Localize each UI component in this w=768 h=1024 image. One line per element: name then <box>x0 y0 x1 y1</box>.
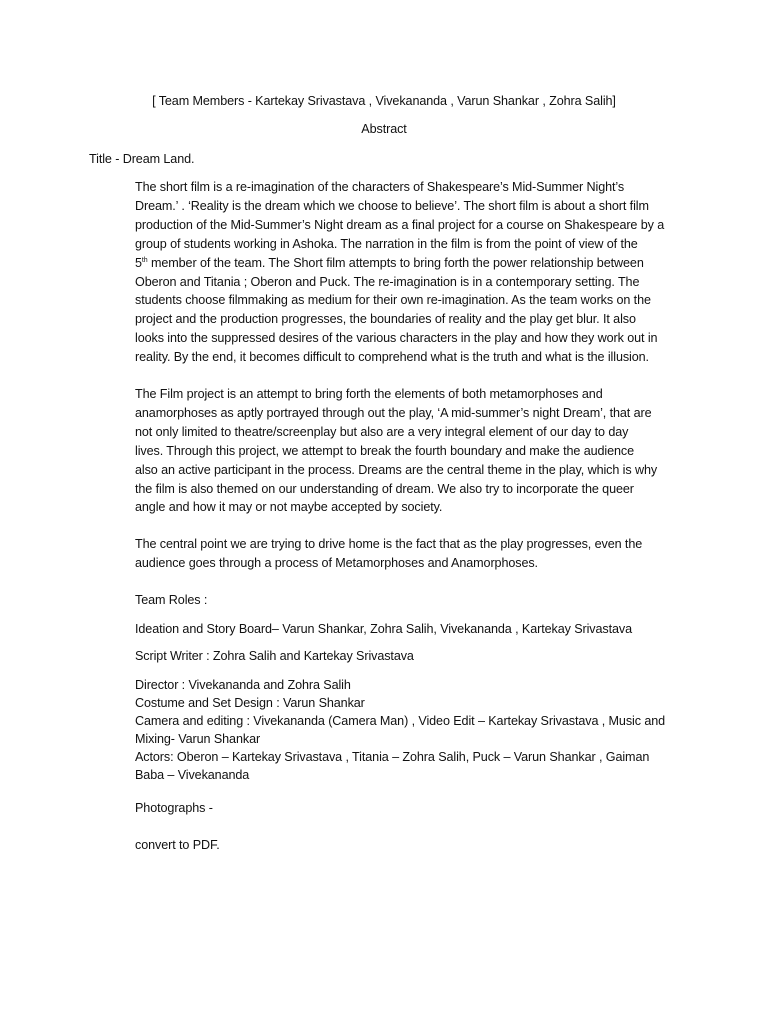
paragraph-1-line: students choose filmmaking as medium for their own re-imagination. As the team works on the <box>135 293 651 308</box>
photographs-line: Photographs - <box>135 801 213 815</box>
paragraph-1-line: group of students working in Ashoka. The narration in the film is from the point of view of the <box>135 236 638 251</box>
paragraph-2-line: lives. Through this project, we attempt to break the fourth boundary and make the audience <box>135 443 635 458</box>
role-detail-line: Mixing- Varun Shankar <box>135 732 261 746</box>
paragraph-1 <box>135 178 665 367</box>
paragraph-2-line: also an active participant in the process. Dreams are the central theme in the play, which is why <box>135 462 658 477</box>
role-detail-line: Director : Vivekananda and Zohra Salih <box>135 678 351 692</box>
paragraph-2-line: anamorphoses as aptly portrayed through out the play, ‘A mid-summer’s night Dream’, that are <box>135 405 652 420</box>
team-roles-heading: Team Roles : <box>135 593 208 607</box>
abstract-heading: Abstract <box>361 122 407 136</box>
paragraph-1-line: production of the Mid-Summer’s Night dream as a final project for a course on Shakespeare by a <box>135 217 665 232</box>
role-detail-line: Camera and editing : Vivekananda (Camera Man) , Video Edit – Kartekay Srivastava , Music and <box>135 714 666 728</box>
paragraph-2 <box>135 385 658 517</box>
paragraph-3-line: audience goes through a process of Metamorphoses and Anamorphoses. <box>135 555 538 570</box>
paragraph-2-line: angle and how it may or not maybe accepted by society. <box>135 500 443 515</box>
paragraph-1-line-with-ordinal <box>135 254 655 273</box>
paragraph-1-line: Dream.’ . ‘Reality is the dream which we choose to believe’. The short film is about a short film <box>135 198 649 213</box>
team-members-line: [ Team Members - Kartekay Srivastava , Vivekananda , Varun Shankar , Zohra Salih] <box>152 94 616 108</box>
ordinal-number: 5 <box>135 255 142 270</box>
ordinal-line-text: member of the team. The Short film attempts to bring forth the power relationship between <box>150 255 644 270</box>
role-detail-line: Costume and Set Design : Varun Shankar <box>135 696 365 710</box>
paragraph-1-line: reality. By the end, it becomes difficult to comprehend what is the truth and what is the illusion. <box>135 350 649 365</box>
ordinal-suffix: th <box>141 256 148 264</box>
script-writer-line: Script Writer : Zohra Salih and Kartekay Srivastava <box>135 649 414 663</box>
paragraph-1-line: project and the production progresses, the boundaries of reality and the play get blur. It also <box>135 312 636 327</box>
ideation-line: Ideation and Story Board– Varun Shankar, Zohra Salih, Vivekananda , Kartekay Srivastava <box>135 622 632 636</box>
paragraph-1-line: looks into the suppressed desires of the various characters in the play and how they work out in <box>135 331 658 346</box>
paragraph-3 <box>135 535 655 573</box>
paragraph-1-line: Oberon and Titania ; Oberon and Puck. The re-imagination is in a contemporary setting. The <box>135 274 640 289</box>
role-detail-line: Actors: Oberon – Kartekay Srivastava , Titania – Zohra Salih, Puck – Varun Shankar , Gaiman <box>135 750 650 764</box>
paragraph-2-line: the film is also themed on our understanding of dream. We also try to incorporate the queer <box>135 481 634 496</box>
role-details <box>135 676 665 784</box>
paragraph-2-line: not only limited to theatre/screenplay but also are a very integral element of our day to day <box>135 424 629 439</box>
paragraph-1-line: The short film is a re-imagination of the characters of Shakespeare’s Mid-Summer Night’s <box>135 180 625 194</box>
paragraph-2-line: The Film project is an attempt to bring forth the elements of both metamorphoses and <box>135 387 603 401</box>
document-title: Title - Dream Land. <box>89 152 195 166</box>
paragraph-3-line: The central point we are trying to drive home is the fact that as the play progresses, even the <box>135 537 643 551</box>
role-detail-line: Baba – Vivekananda <box>135 768 250 782</box>
convert-line: convert to PDF. <box>135 838 220 852</box>
